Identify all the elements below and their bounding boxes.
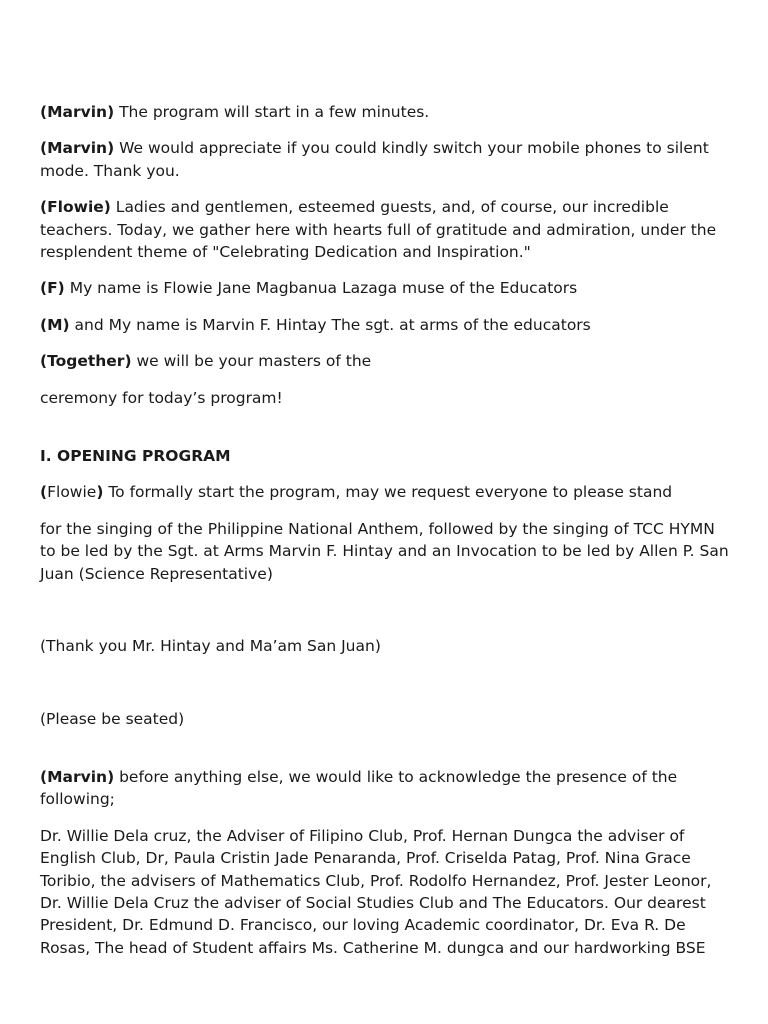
speaker-label: (Together) <box>40 352 132 371</box>
paragraph-text: (Thank you Mr. Hintay and Ma’am San Juan) <box>40 637 381 656</box>
paragraph-text: Dr. Willie Dela cruz, the Adviser of Filipino Club, Prof. Hernan Dungca the adviser of English Club, Dr, Paula Cristin Jade Penaranda, Prof. Criselda Patag, Prof. Nina Grace Toribio, the advisers of Mathematics Club, Prof. Rodolfo Hernandez, Prof. Jester Leonor, Dr. Willie Dela Cruz the adviser of Social Studies Club and The Educators. Our dearest President, Dr. Edmund D. Francisco, our loving Academic coordinator, Dr. Eva R. De Rosas, The head of Student affairs Ms. Catherine M. dungca and our hardworking BSE <box>40 826 712 957</box>
paragraph-together <box>40 350 730 372</box>
speaker-label: (Marvin) <box>40 103 115 121</box>
speaker-label: (Marvin) <box>40 139 115 158</box>
paragraph-guest-list <box>40 825 730 959</box>
paragraph-formal-start <box>40 481 730 503</box>
paragraph-text: Ladies and gentlemen, esteemed guests, and, of course, our incredible teachers. Today, we gather here with hearts full of gratitude and admiration, under the resplendent theme of "Celebrating Dedication and Inspiration." <box>40 198 717 262</box>
paragraph-text: we will be your masters of the <box>131 352 372 371</box>
paragraph-text: My name is Flowie Jane Magbanua Lazaga muse of the Educators <box>64 279 578 298</box>
paragraph-text: The program will start in a few minutes. <box>114 103 430 121</box>
paragraph-text: To formally start the program, may we request everyone to please stand <box>103 483 673 502</box>
paragraph-text: for the singing of the Philippine National Anthem, followed by the singing of TCC HYMN to be led by the Sgt. at Arms Marvin F. Hintay and an Invocation to be led by Allen P. San Juan (Science Representative) <box>40 519 729 583</box>
paragraph-silent-mode <box>40 137 730 182</box>
paragraph-anthem <box>40 518 730 585</box>
paragraph-be-seated <box>40 708 730 730</box>
speaker-open-paren: ( <box>40 483 48 502</box>
paragraph-start-notice <box>40 101 730 123</box>
paragraph-text: ceremony for today’s program! <box>40 388 283 407</box>
speaker-label: (Flowie) <box>40 198 111 217</box>
document-page <box>40 101 730 973</box>
paragraph-welcome <box>40 196 730 263</box>
section-heading-opening-program: I. OPENING PROGRAM <box>40 447 231 466</box>
blank-line <box>40 423 730 445</box>
speaker-close-paren: ) <box>96 483 104 502</box>
speaker-label: (F) <box>40 279 65 298</box>
paragraph-acknowledge <box>40 766 730 811</box>
paragraph-text: (Please be seated) <box>40 709 185 728</box>
speaker-label: (M) <box>40 315 70 334</box>
paragraph-ceremony <box>40 387 730 409</box>
paragraph-marvin-intro <box>40 314 730 336</box>
blank-line <box>40 744 730 766</box>
blank-line <box>40 599 730 635</box>
speaker-name: Flowie <box>47 483 97 502</box>
paragraph-text: and My name is Marvin F. Hintay The sgt. at arms of the educators <box>69 315 591 334</box>
speaker-label: (Marvin) <box>40 767 115 786</box>
paragraph-flowie-intro <box>40 277 730 299</box>
paragraph-text: We would appreciate if you could kindly switch your mobile phones to silent mode. Thank you. <box>40 139 709 180</box>
paragraph-text: before anything else, we would like to acknowledge the presence of the following; <box>40 767 678 809</box>
blank-line <box>40 672 730 708</box>
paragraph-thank-you <box>40 635 730 657</box>
